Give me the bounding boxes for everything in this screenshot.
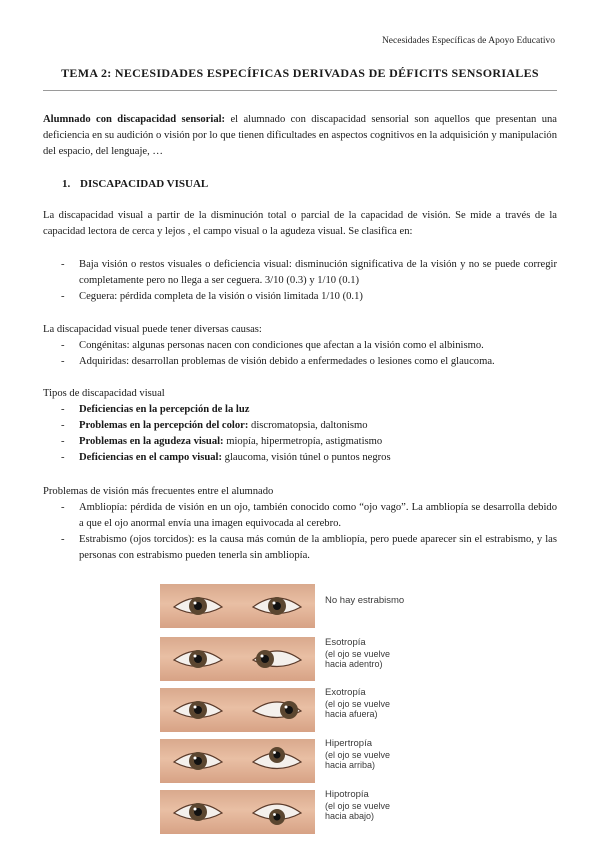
eye-label-hypertropia [325, 739, 390, 771]
eye-row-no-strabismus [160, 584, 315, 628]
eye-label-exotropia [325, 688, 390, 720]
eye-row-hypotropia [160, 790, 315, 834]
intro-lead: Alumnado con discapacidad sensorial: [43, 114, 226, 125]
list-item: - Congénitas: algunas personas nacen con condiciones que afectan a la visión como el albinismo. [43, 338, 557, 354]
eye-label-sub: (el ojo se vuelve [325, 698, 391, 709]
list-item: - Ambliopía: pérdida de visión en un ojo, también conocido como “ojo vago”. La ambliopía se desarrolla debido a que el ojo anormal envía una imagen equivocada al cerebro. [43, 500, 557, 532]
eye-label-hypotropia [325, 790, 390, 822]
eyes-straight-image [160, 584, 315, 628]
title-divider [43, 90, 557, 91]
paragraph-causes: La discapacidad visual puede tener diversas causas: [43, 324, 262, 335]
eye-row-exotropia [160, 688, 315, 732]
causes-list [43, 338, 557, 370]
running-header: Necesidades Específicas de Apoyo Educativo [381, 36, 555, 46]
eye-label-title: Hipotropía [325, 789, 369, 800]
list-item [43, 450, 557, 466]
eyes-hypertropia-image [160, 739, 315, 783]
list-item: - Adquiridas: desarrollan problemas de visión debido a enfermedades o lesiones como el glaucoma. [43, 354, 557, 370]
list-item: - Estrabismo (ojos torcidos): es la causa más común de la ambliopía, pero puede aparecer sin el estrabismo, y las personas con estrabismo pueden tenerla sin ambliopía. [43, 532, 557, 564]
section-heading [62, 178, 208, 190]
list-item-bold: Deficiencias en la percepción de la luz [79, 404, 250, 415]
eye-label-no-strabismus [325, 596, 404, 607]
list-item-text: glaucoma, visión túnel o puntos negros [222, 452, 391, 463]
list-item: - Ceguera: pérdida completa de la visión o visión limitada 1/10 (0.1) [43, 289, 557, 305]
eye-label-esotropia [325, 638, 390, 670]
classification-list [43, 257, 557, 305]
eye-label-title: Hipertropía [325, 738, 372, 749]
list-item-text: miopía, hipermetropía, astigmatismo [223, 436, 383, 447]
list-item-bold: Problemas en la agudeza visual: [79, 436, 224, 447]
list-item-text: discromatopsia, daltonismo [248, 420, 368, 431]
list-item [43, 402, 557, 418]
strabismus-figure [160, 584, 420, 838]
eye-label-sub: (el ojo se vuelve [325, 648, 391, 659]
eye-row-esotropia [160, 637, 315, 681]
eye-label-sub: (el ojo se vuelve [325, 800, 391, 811]
intro-paragraph [43, 112, 557, 160]
eye-label-title: Esotropía [325, 637, 366, 648]
eyes-exotropia-image [160, 688, 315, 732]
list-item: - Baja visión o restos visuales o deficiencia visual: disminución significativa de la visión y no se puede corregir completamente pero no llega a ser ceguera. 3/10 (0.3) y 1/10 (0.1) [43, 257, 557, 289]
eyes-esotropia-image [160, 637, 315, 681]
eye-label-sub: (el ojo se vuelve [325, 749, 391, 760]
eye-row-hypertropia [160, 739, 315, 783]
eye-label-title: No hay estrabismo [325, 595, 405, 606]
list-item-bold: Deficiencias en el campo visual: [79, 452, 222, 463]
intro-text: el alumnado con discapacidad sensorial son aquellos que presentan una deficiencia en su audición o visión por lo que tienen dificultades en aspectos cognitivos en la adquisición y manipulación del espacio, del lenguaje, … [43, 114, 557, 157]
list-item [43, 434, 557, 450]
paragraph-types: Tipos de discapacidad visual [43, 388, 165, 399]
section-title: DISCAPACIDAD VISUAL [80, 178, 209, 190]
list-item [43, 418, 557, 434]
types-list [43, 402, 557, 466]
list-item-bold: Problemas en la percepción del color: [79, 420, 249, 431]
paragraph-definition: La discapacidad visual a partir de la disminución total o parcial de la capacidad de visión. Se mide a través de la capacidad lectora de cerca y lejos , el campo visual o la agudeza visual. Se clasifica en: [43, 210, 557, 237]
eye-label-title: Exotropía [325, 687, 366, 698]
section-number: 1. [62, 178, 71, 190]
eye-label-sub: hacia abajo) [325, 811, 375, 821]
page-title: TEMA 2: NECESIDADES ESPECÍFICAS DERIVADAS DE DÉFICITS SENSORIALES [61, 66, 539, 80]
problems-list [43, 500, 557, 564]
paragraph-frequent-problems: Problemas de visión más frecuentes entre el alumnado [43, 486, 274, 497]
eye-label-sub: hacia afuera) [325, 709, 378, 719]
eye-label-sub: hacia adentro) [325, 659, 383, 669]
eye-label-sub: hacia arriba) [325, 760, 376, 770]
eyes-hypotropia-image [160, 790, 315, 834]
